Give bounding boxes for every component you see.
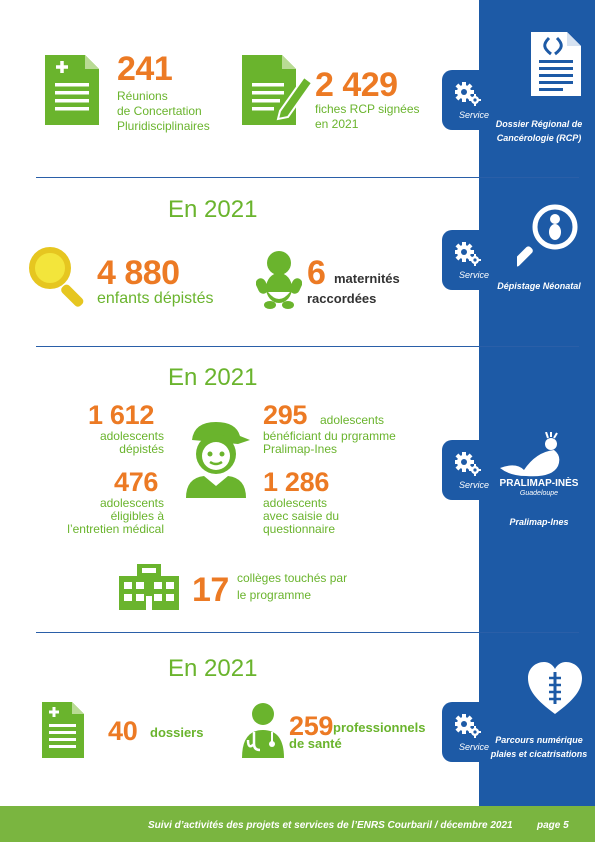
stat-teens-eligible-label-1: adolescents	[99, 496, 164, 510]
service-tab-rcp[interactable]	[442, 70, 488, 130]
document-plus-icon	[43, 53, 101, 127]
gears-icon	[455, 82, 481, 106]
stat-teens-questionnaire-label-2: avec saisie du	[263, 509, 340, 523]
stat-teens-questionnaire-value: 1 286	[263, 467, 330, 497]
section-year-heading: En 2021	[168, 196, 258, 223]
stat-schools-label-1: collèges touchés par	[237, 571, 348, 585]
stat-children-screened-value: 4 880	[97, 254, 180, 292]
doctor-icon	[240, 702, 286, 758]
stat-teens-program-label-3: Pralimap-Ines	[263, 442, 338, 456]
stat-maternities-label-1: maternités	[334, 271, 400, 286]
service-label: Service	[458, 480, 489, 490]
stat-rcp-meetings-label-1: Réunions	[117, 89, 168, 103]
stat-professionals-value: 259	[289, 711, 334, 741]
stat-schools-label-2: le programme	[237, 588, 312, 602]
baby-icon	[256, 250, 302, 310]
stat-files-label: dossiers	[150, 725, 204, 740]
teenager-cap-icon	[182, 418, 252, 498]
stat-professionals-label-1: professionnels	[333, 720, 426, 735]
sidebar-label-rcp: Dossier Régional de Cancérologie (RCP)	[495, 119, 583, 143]
service-label: Service	[458, 742, 489, 752]
gears-icon	[455, 452, 481, 476]
stat-teens-program-value: 295	[263, 400, 308, 430]
stat-rcp-meetings-value: 241	[117, 50, 173, 88]
service-tab-pralimap[interactable]	[442, 440, 488, 500]
sidebar-label-depistage: Dépistage Néonatal	[497, 281, 581, 291]
document-plus-icon	[40, 700, 86, 760]
school-building-icon	[119, 562, 179, 610]
stat-teens-questionnaire-label-1: adolescents	[263, 496, 328, 510]
service-tab-depistage[interactable]	[442, 230, 488, 290]
section-year-heading: En 2021	[168, 655, 258, 682]
medical-file-icon	[527, 30, 583, 98]
stat-maternities-value: 6	[307, 254, 326, 292]
heart-stitches-icon	[526, 660, 584, 718]
stat-maternities-label-2: raccordées	[307, 291, 377, 306]
section-divider	[36, 346, 579, 347]
section-divider	[36, 632, 579, 633]
stat-files-value: 40	[108, 716, 138, 746]
gears-icon	[455, 714, 481, 738]
stat-rcp-forms-label-2: en 2021	[315, 117, 359, 131]
stat-teens-program-label-1: adolescents	[320, 413, 385, 427]
service-tab-parcours[interactable]	[442, 702, 488, 762]
stat-children-screened-label: enfants dépistés	[97, 290, 214, 307]
stat-teens-screened-value: 1 612	[88, 400, 155, 430]
pralimap-logo-text: PRALIMAP-INÈS	[499, 478, 579, 489]
stat-teens-questionnaire-label-3: questionnaire	[263, 522, 336, 536]
gears-icon	[455, 242, 481, 266]
document-pen-icon	[240, 53, 314, 127]
stat-rcp-forms-label-1: fiches RCP signées	[315, 102, 420, 116]
stat-teens-eligible-value: 476	[114, 467, 159, 497]
stat-teens-screened-label-2: dépistés	[119, 442, 164, 456]
stat-teens-screened-label-1: adolescents	[99, 429, 164, 443]
service-label: Service	[458, 110, 489, 120]
footer-text: Suivi d’activités des projets et services de l’ENRS Courbaril / décembre 2021	[148, 820, 513, 831]
sidebar-label-pralimap: Pralimap-Ines	[509, 517, 569, 527]
page-footer	[0, 806, 595, 842]
section-divider	[36, 177, 579, 178]
stat-rcp-meetings-label-3: Pluridisciplinaires	[117, 119, 210, 133]
magnifier-icon	[28, 246, 90, 308]
stat-teens-eligible-label-3: l’entretien médical	[67, 522, 164, 536]
section-year-heading: En 2021	[168, 364, 258, 391]
magnifier-baby-icon	[517, 203, 579, 269]
stat-rcp-meetings-label-2: de Concertation	[117, 104, 202, 118]
stat-teens-program-label-2: bénéficiant du prgramme	[263, 429, 396, 443]
page-number: page 5	[537, 820, 569, 831]
pralimap-logo	[496, 432, 586, 482]
stat-teens-eligible-label-2: éligibles à	[110, 509, 164, 523]
service-label: Service	[458, 270, 489, 280]
sidebar-label-parcours: Parcours numérique plaies et cicatrisations	[490, 735, 588, 759]
pralimap-logo-sub: Guadeloupe	[519, 490, 559, 497]
stat-schools-value: 17	[192, 571, 229, 609]
stat-professionals-label-2: de santé	[289, 736, 342, 751]
stat-rcp-forms-value: 2 429	[315, 66, 398, 104]
